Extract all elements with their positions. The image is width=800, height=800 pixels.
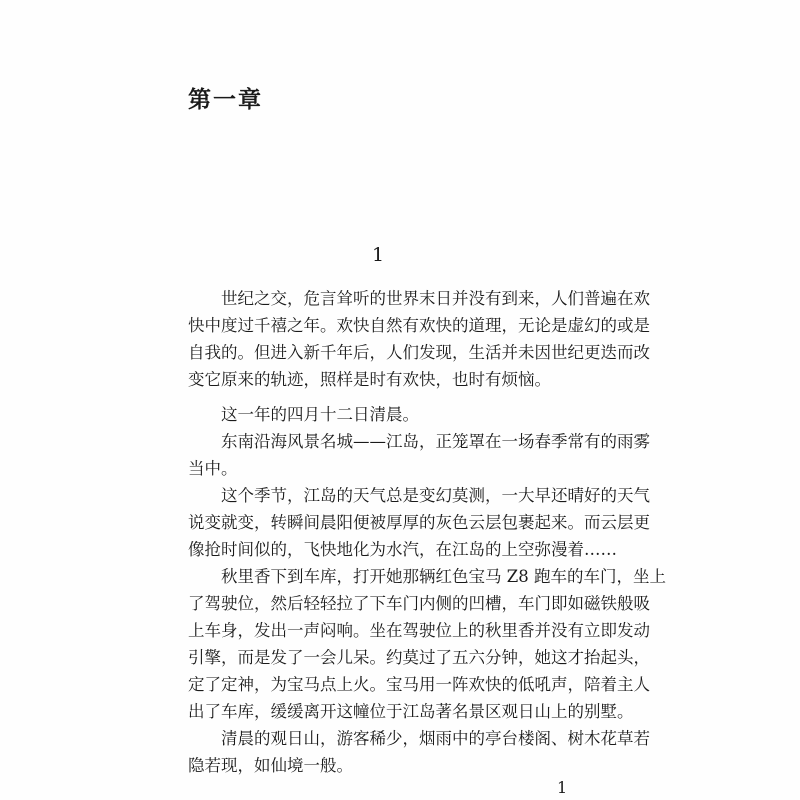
- paragraph-mountain: [188, 725, 650, 779]
- text-line: 定了定神，为宝马点上火。宝马用一阵欢快的低吼声，陪着主人: [188, 675, 650, 694]
- text-line: 引擎，而是发了一会儿呆。约莫过了五六分钟，她这才抬起头，: [188, 648, 650, 667]
- paragraph-intro: [188, 285, 650, 393]
- text-line: 像抢时间似的，飞快地化为水汽，在江岛的上空弥漫着……: [188, 540, 617, 559]
- text-line: 秋里香下到车库，打开她那辆红色宝马 Z8 跑车的车门，坐上: [221, 567, 666, 586]
- text-line: 东南沿海风景名城——江岛，正笼罩在一场春季常有的雨雾: [221, 432, 650, 451]
- text-line: 世纪之交，危言耸听的世界末日并没有到来，人们普遍在欢: [221, 289, 650, 308]
- page-number: 1: [557, 778, 568, 797]
- text-line: 变它原来的轨迹，照样是时有欢快，也时有烦恼。: [188, 370, 551, 389]
- text-line: 上车身，发出一声闷响。坐在驾驶位上的秋里香并没有立即发动: [188, 621, 650, 640]
- chapter-title: 第一章: [188, 86, 263, 113]
- paragraph-garage: [188, 563, 666, 725]
- text-line: 当中。: [188, 459, 238, 478]
- paragraph-weather: [188, 482, 650, 563]
- text-line: 快中度过千禧之年。欢快自然有欢快的道理，无论是虚幻的或是: [188, 316, 650, 335]
- section-number: 1: [371, 244, 385, 266]
- paragraph-date: [188, 401, 588, 428]
- paragraph-city: [188, 428, 650, 482]
- text-line: 这一年的四月十二日清晨。: [221, 405, 419, 424]
- text-line: 说变就变，转瞬间晨阳便被厚厚的灰色云层包裹起来。而云层更: [188, 513, 650, 532]
- text-line: 清晨的观日山，游客稀少，烟雨中的亭台楼阁、树木花草若: [221, 729, 650, 748]
- text-line: 出了车库，缓缓离开这幢位于江岛著名景区观日山上的别墅。: [188, 702, 634, 721]
- text-line: 这个季节，江岛的天气总是变幻莫测，一大早还晴好的天气: [221, 486, 650, 505]
- text-line: 了驾驶位，然后轻轻拉了下车门内侧的凹槽，车门即如磁铁般吸: [188, 594, 650, 613]
- text-line: 自我的。但进入新千年后，人们发现，生活并未因世纪更迭而改: [188, 343, 650, 362]
- text-line: 隐若现，如仙境一般。: [188, 756, 353, 775]
